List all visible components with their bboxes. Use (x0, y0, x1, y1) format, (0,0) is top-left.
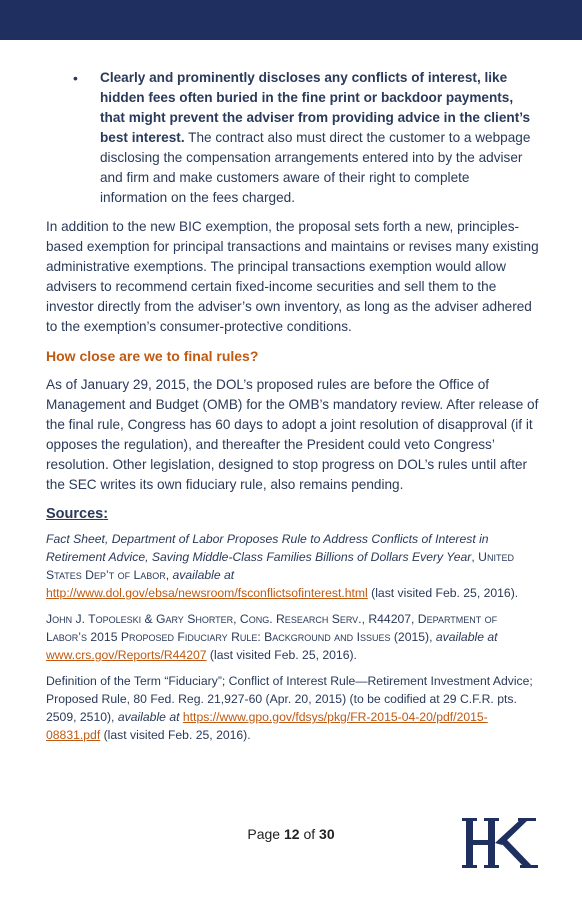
page-of: of (299, 826, 320, 842)
sources-heading-colon: : (103, 506, 109, 522)
source-2-authors: John J. Topoleski & Gary Shorter, Cong. Research Serv., R44207, Department of Labor’s 2015 Proposed Fiduciary Rule: Background and Issues (46, 612, 498, 644)
source-1-title: Fact Sheet, Department of Labor Proposes Rule to Address Conflicts of Interest in Retirement Advice, Saving Middle-Class Families Billions of Dollars Every Year (46, 532, 489, 564)
page-current: 12 (283, 826, 300, 842)
section-heading: How close are we to final rules? (46, 348, 259, 364)
source-3-tail: (last visited Feb. 25, 2016). (100, 728, 251, 742)
bullet-bold-text: Clearly and prominently discloses any conflicts of interest, like hidden fees often buried in the fine print or backdoor payments, that might prevent the adviser from providing advice in the client’s best interest. (100, 70, 531, 145)
source-3-link[interactable]: https://www.gpo.gov/fdsys/pkg/FR-2015-04-20/pdf/2015-08831.pdf (46, 710, 488, 742)
source-citation-1 (46, 530, 540, 602)
page-content (46, 68, 540, 752)
paragraph-bic-exemption: In addition to the new BIC exemption, the proposal sets forth a new, principles-based exemption for principal transactions and maintains or revises many existing administrative exemptions. The principal transactions exemption would allow advisers to recommend certain fixed-income securities and sell them to the investor directly from the adviser’s own inventory, as long as the adviser adhered to the exemption’s consumer-protective conditions. (46, 219, 539, 334)
source-citation-3 (46, 672, 540, 744)
page-total: 30 (319, 826, 335, 842)
source-2-year: (2015), (390, 630, 436, 644)
bullet-text: The contract also must direct the customer to a webpage disclosing the compensation arrangements entered into by the adviser and firm and make customers aware of their right to complete information on the fees charged. (100, 130, 531, 205)
source-3-text: Definition of the Term “Fiduciary”; Conflict of Interest Rule—Retirement Investment Advice; Proposed Rule, 80 Fed. Reg. 21,927-60 (Apr. 20, 2015) (to be codified at 29 C.F.R. pts. 2509, 2510), (46, 674, 533, 724)
page-prefix: Page (247, 826, 284, 842)
source-1-publisher: , United States Dep’t of Labor, (46, 550, 514, 582)
sources-heading (46, 504, 540, 524)
bullet-dot-icon: • (73, 70, 78, 86)
source-3-available: available at (117, 710, 180, 724)
bullet-item (46, 68, 540, 208)
source-2-available: available at (435, 630, 498, 644)
header-bar (0, 0, 582, 40)
source-1-available: available at (172, 568, 235, 582)
source-2-tail: (last visited Feb. 25, 2016). (206, 648, 357, 662)
source-1-link[interactable]: http://www.dol.gov/ebsa/newsroom/fsconflictsofinterest.html (46, 586, 368, 600)
source-citation-2 (46, 610, 540, 664)
hk-logo-mark (462, 818, 538, 868)
sources-heading-text: Sources (46, 506, 104, 522)
source-1-tail: (last visited Feb. 25, 2016). (367, 586, 519, 600)
paragraph-final-rules: As of January 29, 2015, the DOL’s proposed rules are before the Office of Management and Budget (OMB) for the OMB’s mandatory review. After release of the final rule, Congress has 60 days to adopt a joint resolution of disapproval (if it opposes the regulation), and thereafter the President could veto Congress’ resolution. Other legislation, designed to stop progress on DOL’s rules until after the SEC writes its own fiduciary rule, also remains pending. (46, 377, 539, 492)
hk-logo (462, 812, 540, 874)
source-2-link[interactable]: www.crs.gov/Reports/R44207 (46, 648, 207, 662)
